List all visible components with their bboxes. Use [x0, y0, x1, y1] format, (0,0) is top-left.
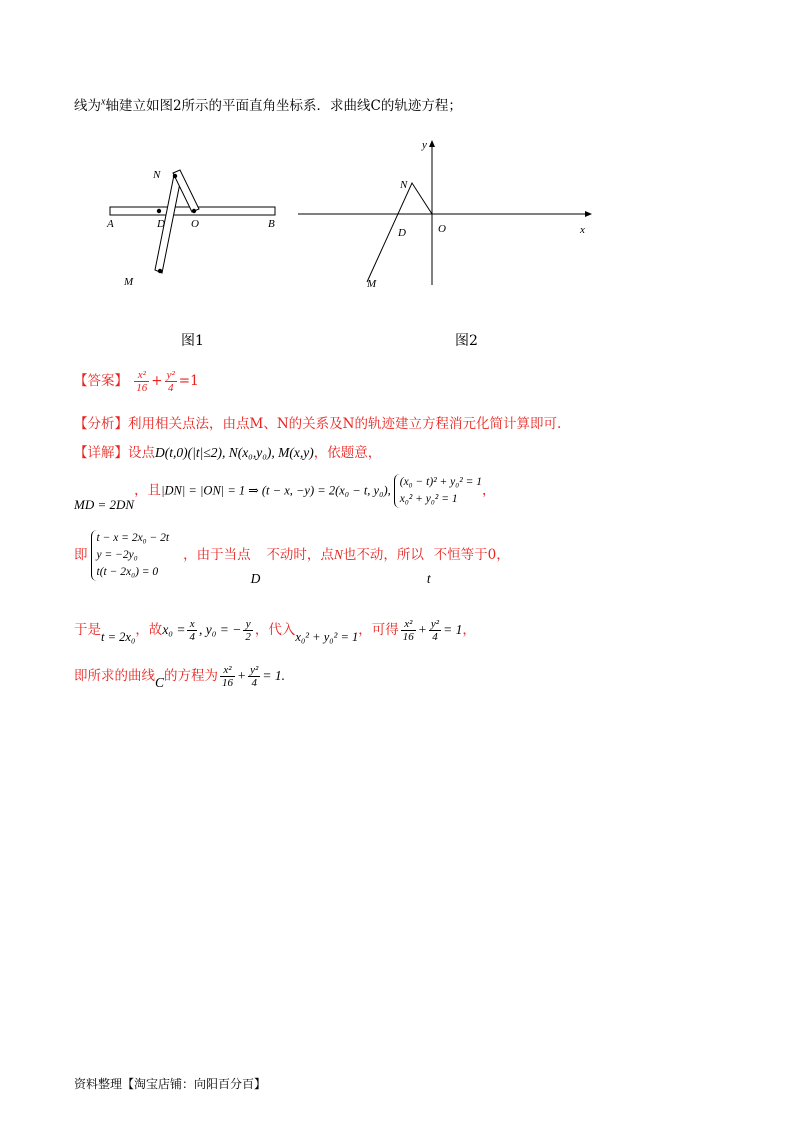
detail-line5-frac-a-den: 16 — [222, 677, 234, 689]
detail-line4-m1: t = 2x₀ — [101, 630, 136, 644]
fig2-label-y: y — [422, 139, 427, 151]
answer-tag: 【答案】 — [74, 373, 128, 389]
detail-line4-e: ， — [462, 622, 476, 638]
detail-line5-a: 即所求的曲线 — [74, 668, 155, 684]
detail-line4-b: ，故 — [135, 622, 163, 638]
answer-rhs: =1 — [178, 373, 199, 389]
fig1-label-b: B — [268, 218, 275, 230]
detail-line2-sys2: x₀² + y₀² = 1 — [399, 493, 458, 505]
answer-plus: + — [151, 373, 163, 389]
detail-line2-md: MD = 2DN — [74, 496, 135, 512]
detail-line3-system — [91, 530, 170, 581]
detail-line4-frac-a-den: 16 — [402, 631, 414, 643]
detail-line-5: 即所求的曲线C的方程为 $\frac{\text{x²}}{16}$ + $\frac{\text{y²}}{4}$ = 1. — [74, 664, 285, 690]
fig2-label-x: x — [580, 224, 585, 236]
detail-line4-d: ，可得 — [358, 622, 399, 638]
figure-2-caption: 图2 — [455, 333, 478, 349]
answer-line — [74, 369, 199, 394]
detail-line4-m2-b: , y₀ = − — [198, 622, 242, 637]
fig1-label-n: N — [153, 169, 161, 181]
intro-text-before: 线为 — [74, 98, 101, 114]
detail-line2-sys1: (x₀ − t)² + y₀² = 1 — [399, 476, 482, 488]
analysis-text: 利用相关点法，由点M、N的关系及N的轨迹建立方程消元化简计算即可. — [128, 416, 562, 432]
detail-line5-frac-b — [248, 664, 260, 689]
detail-line2-and: ，且 — [134, 482, 162, 499]
intro-line — [74, 94, 462, 114]
detail-line4-a: 于是 — [74, 622, 101, 638]
fig1-label-m: M — [124, 276, 134, 288]
detail-line3-t: t — [426, 571, 431, 586]
detail-line4-frac-a — [401, 618, 416, 643]
answer-den-x: 16 — [136, 382, 148, 394]
figure-2 — [295, 135, 595, 295]
detail-line4-frac-y2-den: 2 — [245, 631, 251, 643]
fig1-label-d: D — [157, 218, 165, 230]
detail-line2-end: ， — [481, 482, 496, 499]
detail-line3-dtext: 不恒等于0， — [433, 547, 510, 563]
detail-line3-d: D — [250, 571, 261, 586]
detail-line4-frac-b-den: 4 — [432, 631, 438, 643]
detail-line4-frac-y2 — [243, 618, 253, 643]
detail-line-4: 于是t = 2x₀，故x₀ = $\frac{x}{4}$ , y₀ = − $\frac{y}{2}$ ，代入x₀² + y₀² = 1，可得 $\frac{\text{x²}}{16}$ + $\frac{\text{y²}}{4}$ = 1， — [74, 618, 476, 644]
detail-line4-c: ，代入 — [254, 622, 296, 638]
detail-line4-frac-b-num: y² — [430, 618, 440, 630]
footer-source: 资料整理【淘宝店铺：向阳百分百】 — [74, 1077, 267, 1091]
answer-frac-y — [165, 369, 177, 394]
intro-text-after: 轴建立如图2所示的平面直角坐标系．求曲线C的轨迹方程； — [105, 98, 462, 114]
detail-line3-ji: 即 — [74, 547, 88, 563]
analysis-line — [74, 412, 561, 432]
fig2-label-n: N — [400, 179, 408, 191]
fig1-label-o: O — [191, 218, 199, 230]
fig1-label-a: A — [107, 218, 114, 230]
answer-num-x: x² — [134, 369, 149, 382]
answer-den-y: 4 — [167, 382, 174, 394]
fig2-label-d: D — [398, 227, 406, 239]
detail-line5-frac-a — [220, 664, 235, 689]
detail-line3-sys1: t − x = 2x₀ − 2t — [96, 532, 170, 544]
detail-line-3 — [74, 530, 510, 586]
detail-line4-f-rhs: = 1 — [443, 622, 463, 637]
detail-tag: 【详解】 — [74, 445, 128, 461]
detail-line3-sys2: y = −2y₀ — [96, 549, 138, 561]
detail-line-2 — [74, 474, 496, 512]
detail-line2-system — [394, 474, 482, 508]
detail-line4-m2-a: x₀ = — [162, 622, 186, 637]
analysis-tag: 【分析】 — [74, 416, 128, 432]
detail-line5-f-rhs: = 1. — [262, 668, 285, 683]
figure-1 — [100, 160, 290, 300]
detail-line3-c: 也不动，所以 — [342, 547, 424, 563]
detail-line3-b: 不动时，点 — [266, 547, 334, 563]
fig2-label-o: O — [438, 223, 446, 235]
detail-line1-b: ，依题意， — [313, 445, 382, 461]
answer-num-y: y² — [166, 369, 175, 381]
detail-line4-frac-x4 — [187, 618, 197, 643]
detail-line4-frac-y2-num: y — [243, 618, 253, 631]
detail-line4-m3: x₀² + y₀² = 1 — [295, 630, 359, 644]
detail-line5-frac-b-den: 4 — [251, 677, 257, 689]
detail-line5-frac-b-num: y² — [250, 664, 259, 676]
detail-line5-frac-a-num: x² — [220, 664, 235, 677]
detail-line5-c: C — [155, 675, 165, 690]
detail-line4-frac-x4-num: x — [187, 618, 197, 631]
detail-line3-a: ，由于当点 — [183, 547, 251, 563]
fig2-label-m: M — [367, 278, 377, 290]
detail-line4-frac-b — [429, 618, 441, 643]
detail-line5-b: 的方程为 — [164, 668, 219, 684]
detail-line1-a: 设点 — [128, 445, 155, 461]
detail-line4-frac-a-num: x² — [401, 618, 416, 631]
detail-line1-math: D(t,0)(|t|≤2), N(x₀,y₀), M(x,y) — [155, 445, 314, 460]
detail-line3-sys3: t(t − 2x₀) = 0 — [96, 566, 159, 578]
detail-line3-n: N — [333, 547, 343, 562]
detail-line-1 — [74, 441, 381, 461]
detail-line4-frac-x4-den: 4 — [189, 631, 195, 643]
detail-line2-math: |DN| = |ON| = 1 ⇒ (t − x, −y) = 2(x₀ − t, y₀), — [161, 483, 391, 498]
figure-1-caption: 图1 — [181, 333, 204, 349]
answer-frac-x — [134, 369, 149, 394]
intro-var-x: x — [101, 96, 106, 108]
